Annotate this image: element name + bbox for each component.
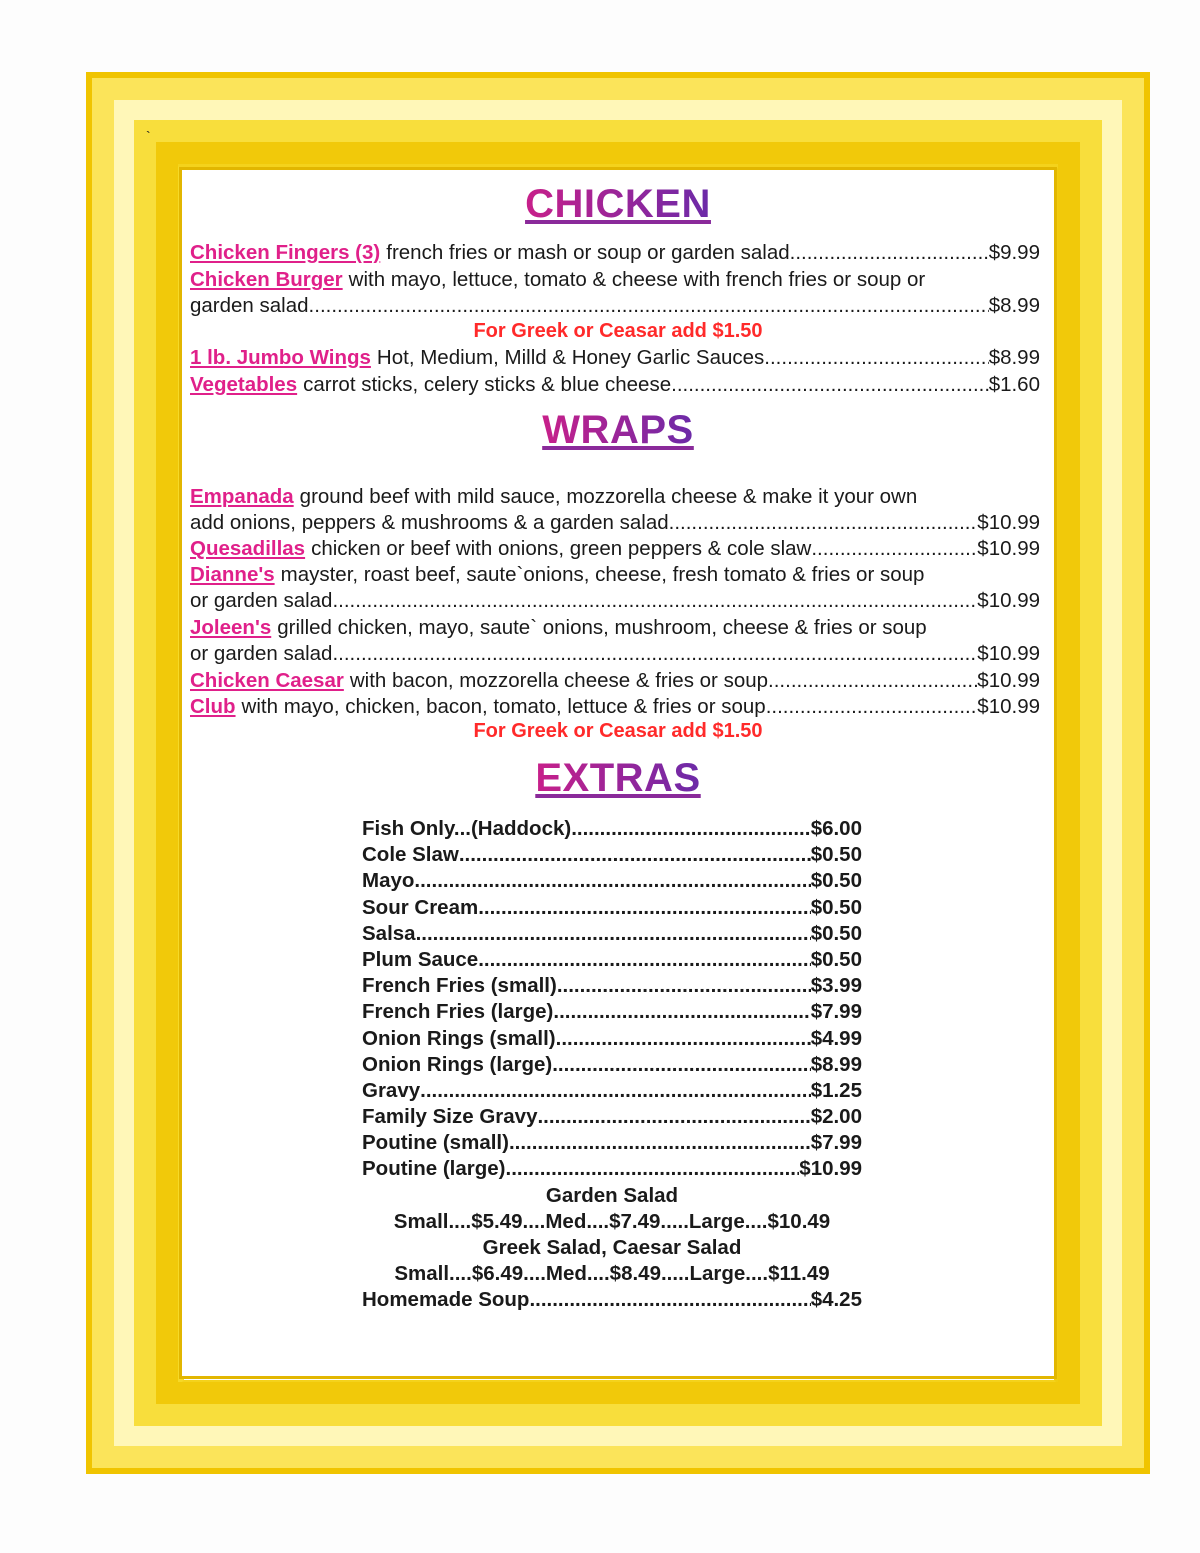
- extras-row: Gravy ..... $1.25: [362, 1078, 862, 1104]
- item-name: Chicken Burger: [190, 268, 343, 291]
- menu-item: Vegetables carrot sticks, celery sticks & blue cheese ..... $1.60: [190, 372, 1040, 398]
- garden-salad-title: Garden Salad: [545, 1183, 679, 1207]
- item-price: $9.99: [988, 241, 1040, 264]
- extras-row: Plum Sauce ..... $0.50: [362, 947, 862, 973]
- item-price: $8.99: [988, 294, 1040, 317]
- garden-salad-prices: Small....$5.49....Med....$7.49.....Large....$10.49: [393, 1209, 831, 1233]
- menu-item: Chicken Caesar with bacon, mozzorella cheese & fries or soup ..... $10.99: [190, 668, 1040, 694]
- item-name: Club: [190, 695, 236, 718]
- item-name: 1 lb. Jumbo Wings: [190, 346, 371, 369]
- greek-note: For Greek or Ceasar add $1.50: [473, 320, 763, 342]
- extras-list: [362, 816, 862, 1314]
- item-name: Chicken Fingers (3): [190, 241, 381, 264]
- menu-item: 1 lb. Jumbo Wings Hot, Medium, Milld & Honey Garlic Sauces ..... $8.99: [190, 345, 1040, 371]
- menu-item: Quesadillas chicken or beef with onions, green peppers & cole slaw ..... $10.99: [190, 536, 1040, 562]
- extras-row: Mayo ..... $0.50: [362, 868, 862, 894]
- item-name: Vegetables: [190, 373, 298, 396]
- menu-panel: [182, 170, 1054, 1376]
- extras-row: Poutine (small) ..... $7.99: [362, 1130, 862, 1156]
- extras-row: Sour Cream ..... $0.50: [362, 895, 862, 921]
- extras-row: Cole Slaw ..... $0.50: [362, 842, 862, 868]
- extras-row: Fish Only...(Haddock) ..... $6.00: [362, 816, 862, 842]
- item-price: $10.99: [977, 537, 1040, 560]
- item-price: $10.99: [977, 589, 1040, 612]
- extras-row: Salsa ..... $0.50: [362, 921, 862, 947]
- menu-item: Chicken Burger with mayo, lettuce, tomato & cheese with french fries or soup or garden salad ..... $8.99: [190, 267, 1040, 319]
- wraps-heading: WRAPS: [542, 408, 694, 452]
- greek-salad-title: Greek Salad, Caesar Salad: [482, 1236, 742, 1259]
- item-price: $10.99: [977, 669, 1040, 692]
- chicken-heading: CHICKEN: [525, 182, 711, 226]
- item-price: $1.60: [988, 373, 1040, 396]
- extras-row: Onion Rings (large) ..... $8.99: [362, 1052, 862, 1078]
- item-name: Empanada: [190, 485, 294, 508]
- stray-mark: `: [146, 128, 151, 144]
- item-price: $10.99: [977, 642, 1040, 665]
- item-name: Dianne's: [190, 563, 275, 586]
- item-price: $10.99: [977, 695, 1040, 718]
- soup-row: Homemade Soup ..... $4.25: [362, 1287, 862, 1313]
- menu-item: Club with mayo, chicken, bacon, tomato, lettuce & fries or soup ..... $10.99: [190, 694, 1040, 720]
- item-name: Chicken Caesar: [190, 669, 344, 692]
- extras-heading: EXTRAS: [535, 756, 701, 800]
- item-name: Quesadillas: [190, 537, 306, 560]
- item-name: Joleen's: [190, 616, 272, 639]
- extras-row: French Fries (large) ..... $7.99: [362, 999, 862, 1025]
- extras-row: French Fries (small) ..... $3.99: [362, 973, 862, 999]
- item-price: $10.99: [977, 511, 1040, 534]
- greek-note: For Greek or Ceasar add $1.50: [473, 720, 763, 742]
- extras-row: Poutine (large) ..... $10.99: [362, 1156, 862, 1182]
- extras-row: Family Size Gravy ..... $2.00: [362, 1104, 862, 1130]
- menu-item: Chicken Fingers (3) french fries or mash or soup or garden salad ..... $9.99: [190, 240, 1040, 266]
- menu-item: Empanada ground beef with mild sauce, mozzorella cheese & make it your own add onions, peppers & mushrooms & a garden salad ..... $10.99: [190, 484, 1040, 536]
- menu-item: Dianne's mayster, roast beef, saute`onions, cheese, fresh tomato & fries or soup or garden salad ..... $10.99: [190, 562, 1040, 614]
- greek-salad-prices: Small....$6.49....Med....$8.49.....Large....$11.49: [394, 1262, 830, 1286]
- extras-row: Onion Rings (small) ..... $4.99: [362, 1026, 862, 1052]
- menu-item: Joleen's grilled chicken, mayo, saute` onions, mushroom, cheese & fries or soup or garden salad ..... $10.99: [190, 615, 1040, 667]
- item-price: $8.99: [988, 346, 1040, 369]
